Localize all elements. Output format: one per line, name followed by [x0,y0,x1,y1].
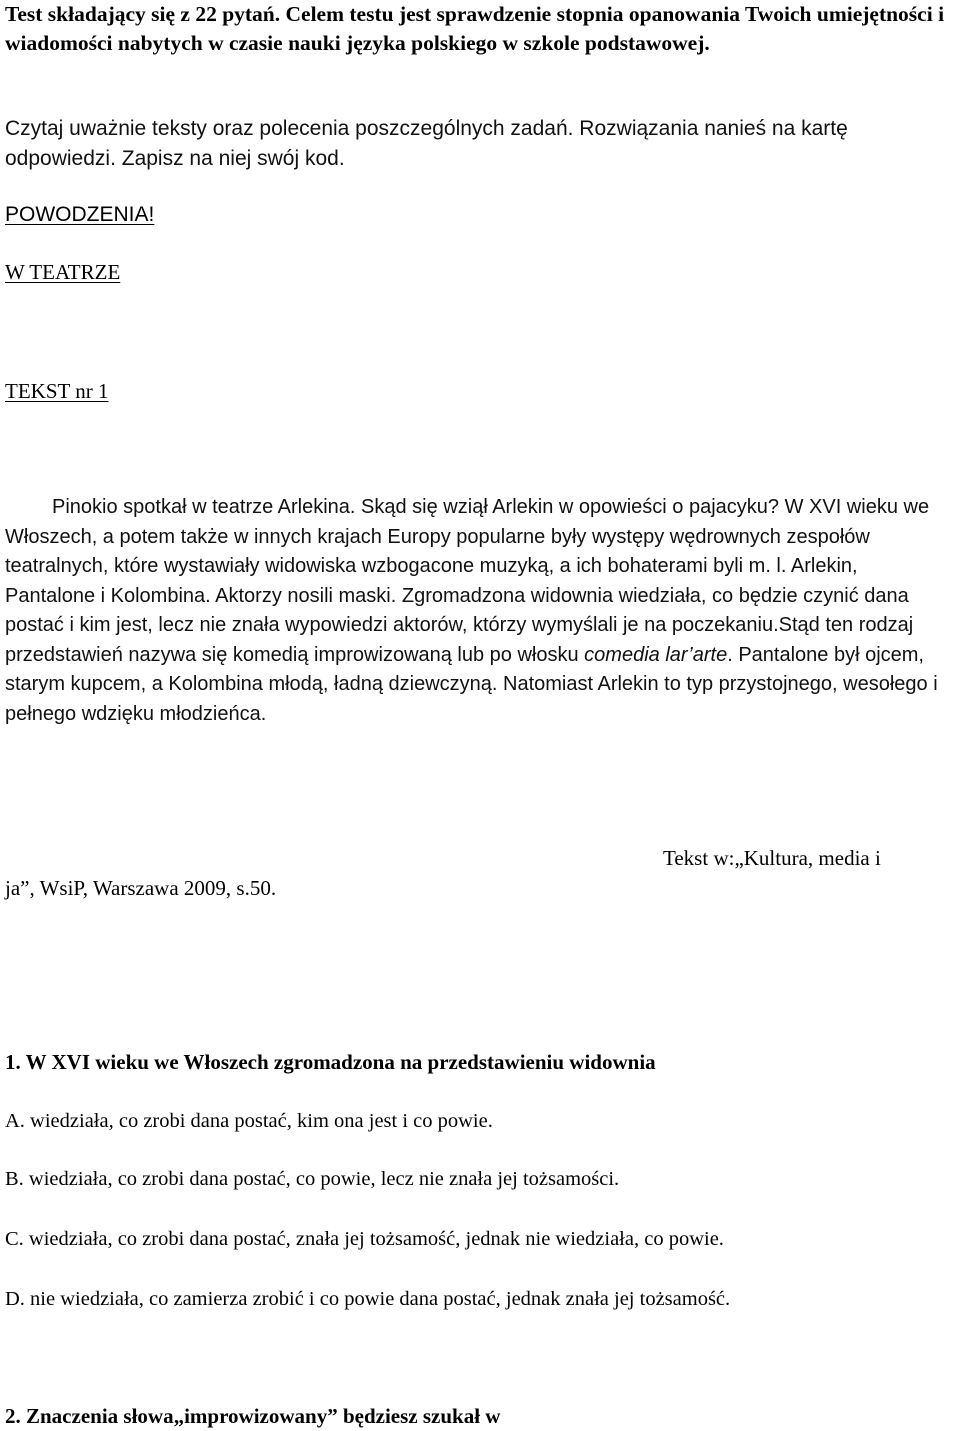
question-1-title: 1. W XVI wieku we Włoszech zgromadzona na przedstawieniu widownia [5,1050,656,1074]
intro-paragraph: Test składający się z 22 pytań. Celem testu jest sprawdzenie stopnia opanowania Twoich umiejętności i wiadomości nabytych w czasie nauki języka polskiego w szkole podstawowej. [5,2,945,55]
question-1-option-c: C. wiedziała, co zrobi dana postać, znała jej tożsamość, jednak nie wiedziała, co powie. [5,1228,724,1250]
source-citation-right: Tekst w:„Kultura, media i [663,846,881,870]
question-1-option-b: B. wiedziała, co zrobi dana postać, co powie, lecz nie znała jej tożsamości. [5,1168,620,1190]
text-title: TEKST nr 1 [5,379,109,403]
article-part-1: Pinokio spotkał w teatrze Arlekina. Skąd się wziął Arlekin w opowieści o pajacyku? W XVI wieku we Włoszech, a potem także w innych krajach Europy popularne były występy wędrownych zespołów teatralnych, które wystawiały widowiska wzbogacone muzyką, a ich bohaterami byli m. l. Arlekin, Pantalone i Kolombina. Aktorzy nosili maski. Zgromadzona widownia wiedziała, co będzie czynić dana postać i kim jest, lecz nie znała wypowiedzi aktorów, którzy wymyślali je na poczekaniu.Stąd ten rodzaj przedstawień nazywa się komedią improwizowaną lub po włosku [5,496,930,666]
question-1-option-a: A. wiedziała, co zrobi dana postać, kim ona jest i co powie. [5,1110,493,1132]
question-2-title: 2. Znaczenia słowa„improwizowany” będziesz szukał w [5,1404,501,1428]
instruction-paragraph: Czytaj uważnie teksty oraz polecenia poszczególnych zadań. Rozwiązania nanieś na kartę odpowiedzi. Zapisz na niej swój kod. [5,117,848,170]
source-citation-left: ja”, WsiP, Warszawa 2009, s.50. [5,876,277,900]
question-1-option-d: D. nie wiedziała, co zamierza zrobić i co powie dana postać, jednak znała jej tożsamość. [5,1288,731,1310]
good-luck-heading: POWODZENIA! [5,203,155,226]
section-title: W TEATRZE [5,260,121,284]
article-italic-term: comedia lar’arte [584,643,728,666]
article-text [5,493,953,729]
article-part-2: . Pantalone był ojcem, starym kupcem, a Kolombina młodą, ładną dziewczyną. Natomiast Arlekin to typ przystojnego, wesołego i pełnego wdzięku młodzieńca. [5,643,938,725]
